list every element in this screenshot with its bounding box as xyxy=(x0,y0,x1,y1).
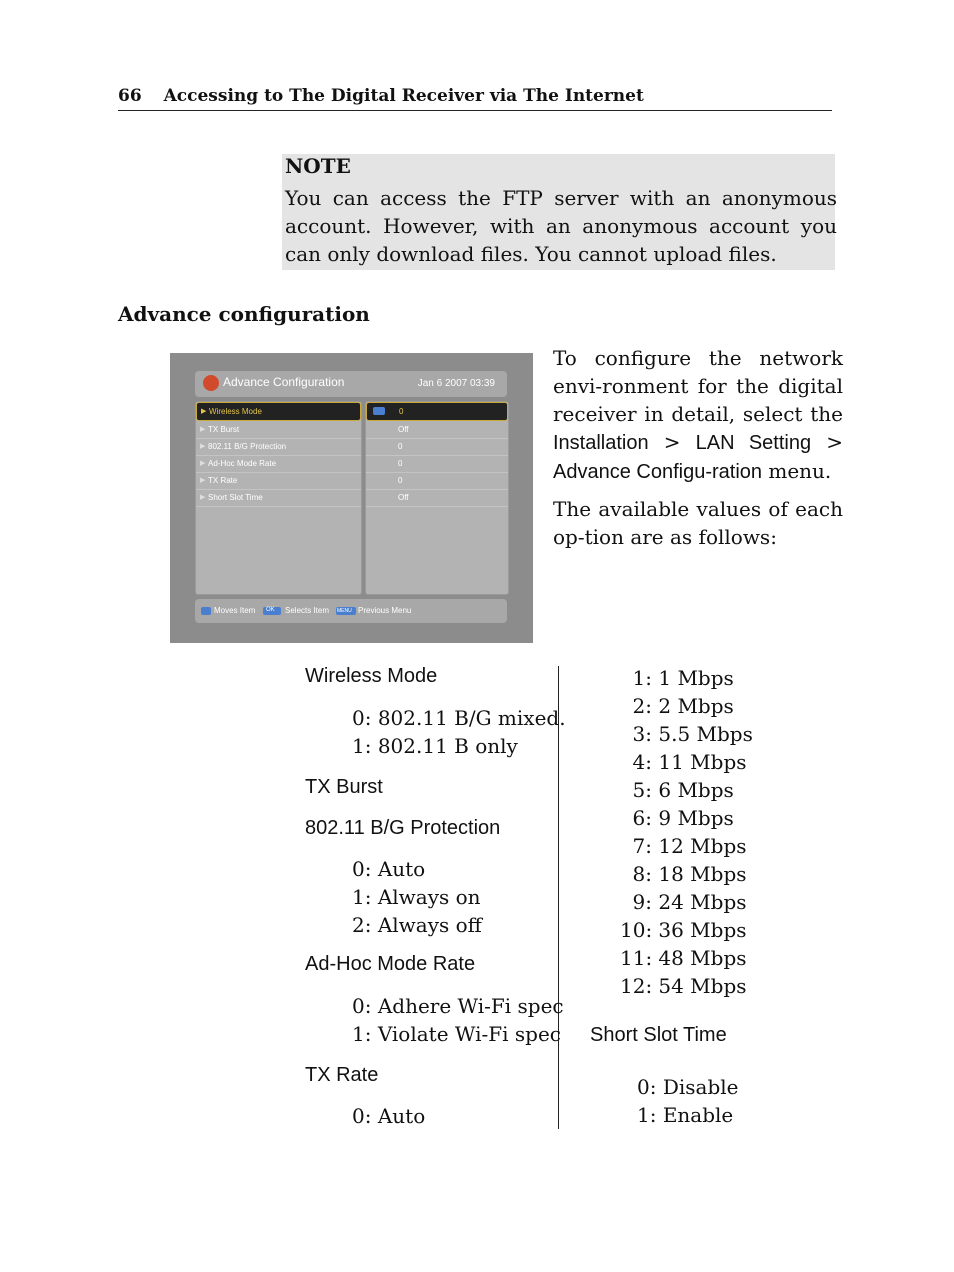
value-text: 5.5 Mbps xyxy=(658,722,753,746)
menu-item-label: Ad-Hoc Mode Rate xyxy=(208,459,277,468)
menu-value-text: Off xyxy=(398,493,409,502)
value-text: 54 Mbps xyxy=(658,974,747,998)
menu-item-list xyxy=(195,401,362,595)
option-tx-burst: TX Burst xyxy=(305,776,383,798)
value-number: 11: xyxy=(620,946,653,970)
option-value: 1: Violate Wi-Fi spec xyxy=(352,1022,561,1046)
option-protection: 802.11 B/G Protection xyxy=(305,817,501,839)
footer-moves: Moves Item xyxy=(214,606,256,615)
option-value: 1: Enable xyxy=(637,1103,734,1127)
option-value xyxy=(620,974,747,998)
value-text: 12 Mbps xyxy=(658,834,747,858)
menu-item xyxy=(196,438,361,456)
chevron-right-icon: ▶ xyxy=(200,460,206,467)
ok-key-label: OK xyxy=(266,607,275,613)
menu-screenshot xyxy=(170,353,533,643)
value-number: 5: xyxy=(632,778,652,802)
path-separator: > xyxy=(811,430,843,454)
running-header xyxy=(118,86,832,111)
left-right-icon xyxy=(373,407,385,415)
running-title: Accessing to The Digital Receiver via The Internet xyxy=(163,86,644,106)
option-value xyxy=(620,778,734,802)
menu-item-label: Wireless Mode xyxy=(209,407,262,416)
option-value xyxy=(352,1104,425,1128)
option-wireless-mode: Wireless Mode xyxy=(305,665,438,687)
note-box xyxy=(282,154,835,270)
menu-item xyxy=(196,421,361,439)
value-text: 11 Mbps xyxy=(658,750,747,774)
option-value xyxy=(620,946,747,970)
menu-footer xyxy=(195,599,507,623)
menu-item-label: TX Burst xyxy=(208,425,240,434)
menu-value xyxy=(366,455,508,473)
chevron-right-icon: ▶ xyxy=(200,426,206,433)
menu-item xyxy=(196,489,361,507)
value-number: 10: xyxy=(620,918,653,942)
option-value xyxy=(620,750,747,774)
value-text: 6 Mbps xyxy=(658,778,734,802)
value-number: 9: xyxy=(632,890,652,914)
value-number: 8: xyxy=(632,862,652,886)
chevron-right-icon: ▶ xyxy=(200,443,206,450)
option-value xyxy=(620,694,734,718)
menu-value-list xyxy=(365,401,509,595)
option-value: 0: 802.11 B/G mixed. xyxy=(352,706,566,730)
menu-item-label: 802.11 B/G Protection xyxy=(208,442,287,451)
menu-value xyxy=(366,421,508,439)
value-number: 2: xyxy=(632,694,652,718)
path-advance-config: Advance Configu-ration xyxy=(553,461,763,483)
value-text: 9 Mbps xyxy=(658,806,734,830)
value-number: 1: xyxy=(632,666,652,690)
chevron-right-icon: ▶ xyxy=(200,477,206,484)
option-value xyxy=(620,806,734,830)
option-tx-rate: TX Rate xyxy=(305,1064,379,1086)
menu-titlebar xyxy=(195,371,507,397)
value-text: 1 Mbps xyxy=(658,666,734,690)
settings-logo-icon xyxy=(203,375,219,391)
option-value xyxy=(620,666,734,690)
option-value: 0: Disable xyxy=(637,1075,739,1099)
value-number: 7: xyxy=(632,834,652,858)
option-adhoc-rate: Ad-Hoc Mode Rate xyxy=(305,953,476,975)
value-text: 36 Mbps xyxy=(658,918,747,942)
page-number: 66 xyxy=(118,86,142,106)
option-value xyxy=(620,862,747,886)
menu-value xyxy=(366,472,508,490)
value-text: 18 Mbps xyxy=(658,862,747,886)
value-number: 0: xyxy=(352,1104,372,1128)
menu-key-label: MENU xyxy=(337,608,352,614)
option-value: 1: 802.11 B only xyxy=(352,734,518,758)
option-value xyxy=(620,722,753,746)
intro-text-b: menu. xyxy=(762,459,832,483)
menu-date: Jan 6 2007 03:39 xyxy=(417,378,495,389)
menu-value-text: 0 xyxy=(398,459,403,468)
menu-item xyxy=(196,402,361,421)
option-value xyxy=(620,890,747,914)
value-text: 2 Mbps xyxy=(658,694,734,718)
menu-value xyxy=(366,489,508,507)
intro-paragraph-2: The available values of each op-tion are as follows: xyxy=(553,497,843,549)
value-number: 4: xyxy=(632,750,652,774)
value-number: 6: xyxy=(632,806,652,830)
option-value xyxy=(620,918,747,942)
menu-item xyxy=(196,472,361,490)
option-value xyxy=(620,834,747,858)
menu-value xyxy=(366,402,508,421)
menu-value-text: 0 xyxy=(398,476,403,485)
menu-title: Advance Configuration xyxy=(223,375,345,389)
note-body: You can access the FTP server with an anonymous account. However, with an anonymous account you can only download files. You cannot upload files. xyxy=(285,186,837,266)
intro-text-a: To configure the network envi-ronment for the digital receiver in detail, select the xyxy=(553,346,843,426)
option-value: 2: Always off xyxy=(352,913,482,937)
menu-item-label: TX Rate xyxy=(208,476,238,485)
menu-item-label: Short Slot Time xyxy=(208,493,263,502)
menu-value-text: 0 xyxy=(398,442,403,451)
path-installation: Installation xyxy=(553,432,649,454)
value-text: 48 Mbps xyxy=(658,946,747,970)
intro-text xyxy=(553,344,843,560)
chevron-right-icon: ▶ xyxy=(200,494,206,501)
menu-value-text: 0 xyxy=(399,407,404,416)
value-number: 12: xyxy=(620,974,653,998)
path-lan-setting: LAN Setting xyxy=(695,432,812,454)
option-value: 0: Auto xyxy=(352,857,426,881)
value-text: 24 Mbps xyxy=(658,890,747,914)
value-number: 3: xyxy=(632,722,652,746)
option-value: 1: Always on xyxy=(352,885,481,909)
value-text: Auto xyxy=(377,1104,426,1128)
section-heading: Advance configuration xyxy=(118,302,370,326)
intro-paragraph xyxy=(553,344,843,486)
footer-previous: Previous Menu xyxy=(358,606,412,615)
option-short-slot: Short Slot Time xyxy=(590,1024,727,1046)
menu-value-text: Off xyxy=(398,425,409,434)
footer-selects: Selects Item xyxy=(285,606,330,615)
menu-item xyxy=(196,455,361,473)
column-divider xyxy=(558,666,559,1129)
chevron-right-icon: ▶ xyxy=(201,408,207,415)
menu-value xyxy=(366,438,508,456)
path-separator: > xyxy=(648,430,696,454)
note-title: NOTE xyxy=(285,154,351,178)
option-value: 0: Adhere Wi-Fi spec xyxy=(352,994,564,1018)
up-down-icon xyxy=(201,607,211,615)
